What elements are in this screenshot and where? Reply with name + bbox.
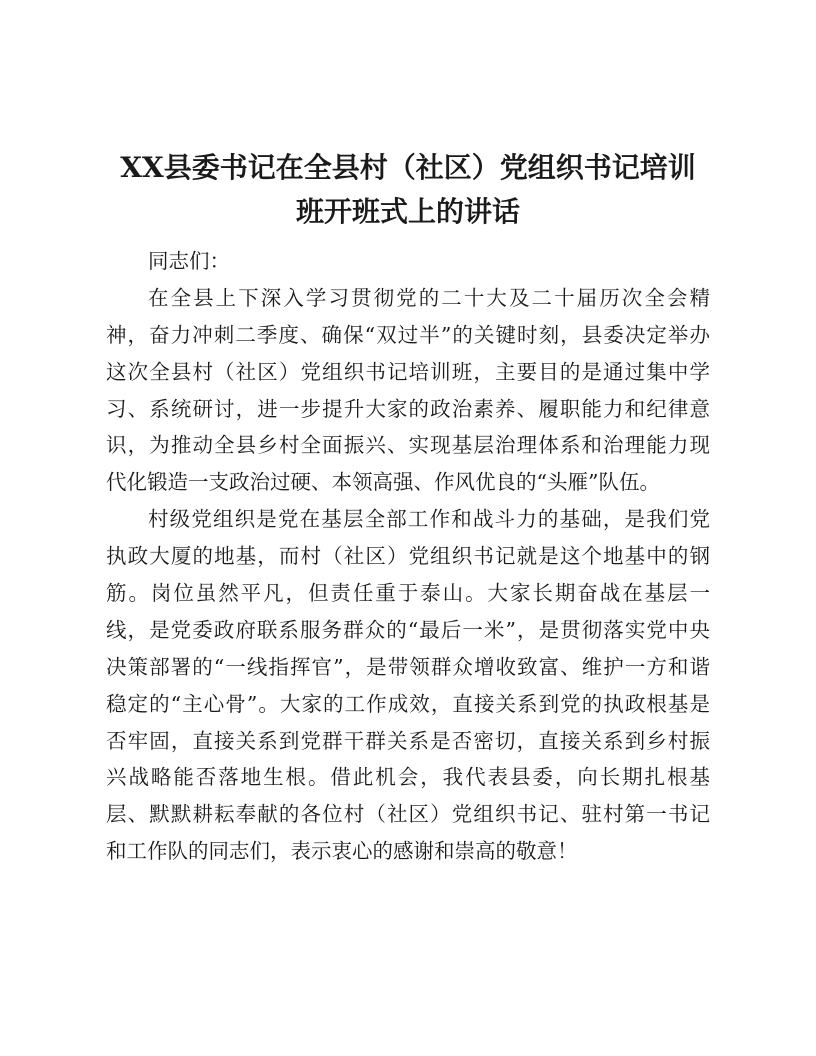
paragraph-line: 稳定的“主心骨”。大家的工作成效，直接关系到党的执政根基是 (106, 691, 710, 716)
paragraph-2 (106, 501, 710, 870)
paragraph-line: 线，是党委政府联系服务群众的“最后一米”，是贯彻落实党中央 (106, 617, 710, 642)
paragraph-line: 否牢固，直接关系到党群干群关系是否密切，直接关系到乡村振 (106, 728, 710, 753)
paragraph-line: 这次全县村（社区）党组织书记培训班，主要目的是通过集中学 (106, 359, 710, 384)
paragraph-line: 层、默默耕耘奉献的各位村（社区）党组织书记、驻村第一书记 (106, 802, 710, 827)
document-title-line-2: 班开班式上的讲话 (295, 195, 520, 228)
paragraph-line: 决策部署的“一线指挥官”，是带领群众增收致富、维护一方和谐 (106, 654, 710, 679)
paragraph-line: 筋。岗位虽然平凡，但责任重于泰山。大家长期奋战在基层一 (106, 581, 710, 606)
paragraph-line: 兴战略能否落地生根。借此机会，我代表县委，向长期扎根基 (106, 765, 710, 790)
paragraph-line: 在全县上下深入学习贯彻党的二十大及二十届历次全会精 (148, 285, 710, 310)
document-title-line-1: XX县委书记在全县村（社区）党组织书记培训 (120, 151, 696, 184)
salutation: 同志们： (148, 249, 230, 273)
paragraph-line: 神，奋力冲刺二季度、确保“双过半”的关键时刻，县委决定举办 (106, 322, 710, 347)
paragraph-line: 习、系统研讨，进一步提升大家的政治素养、履职能力和纪律意 (106, 396, 710, 421)
paragraph-line: 识，为推动全县乡村全面振兴、实现基层治理体系和治理能力现 (106, 433, 710, 458)
paragraph-line: 代化锻造一支政治过硬、本领高强、作风优良的“头雁”队伍。 (106, 470, 660, 495)
paragraph-line: 和工作队的同志们，表示衷心的感谢和崇高的敬意！ (106, 839, 578, 864)
paragraph-1 (106, 280, 710, 501)
paragraph-line: 执政大厦的地基，而村（社区）党组织书记就是这个地基中的钢 (106, 544, 710, 569)
paragraph-line: 村级党组织是党在基层全部工作和战斗力的基础，是我们党 (148, 507, 710, 532)
document-body (106, 243, 710, 870)
